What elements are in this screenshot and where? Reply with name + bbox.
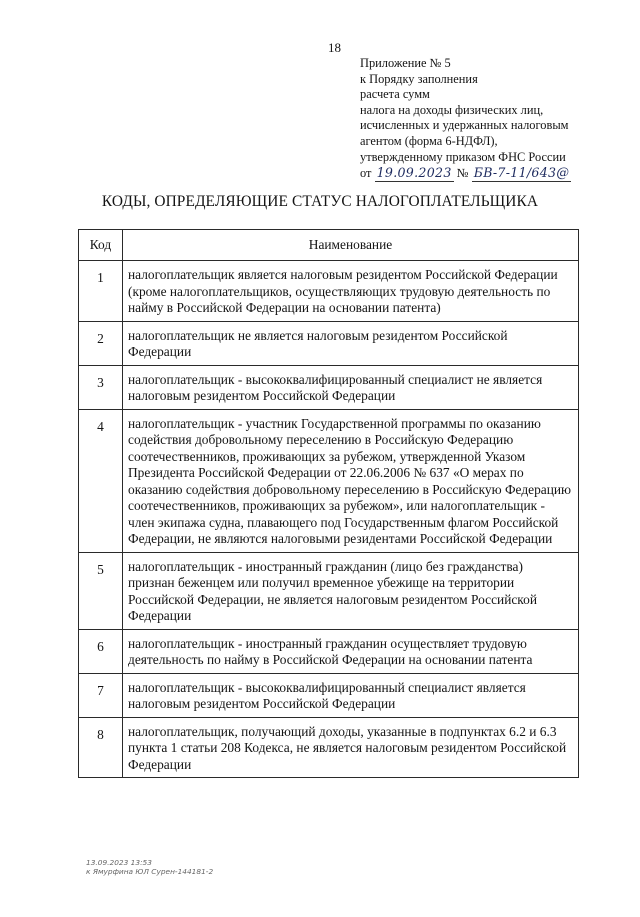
- from-prefix: от: [360, 166, 372, 181]
- header-code: Код: [79, 230, 123, 261]
- handwritten-order-number: БВ-7-11/643@: [473, 165, 570, 181]
- print-footer: [86, 858, 213, 876]
- row-text: налогоплательщик - иностранный гражданин (лицо без гражданства) признан беженцем или получил временное убежище на территории Российской Федерации, не является налоговым резидентом Российской Федерации: [123, 552, 579, 629]
- appendix-block: [360, 56, 610, 182]
- document-title: КОДЫ, ОПРЕДЕЛЯЮЩИЕ СТАТУС НАЛОГОПЛАТЕЛЬЩИКА: [101, 193, 539, 210]
- appendix-line: расчета сумм: [360, 87, 430, 102]
- row-code: 5: [79, 552, 123, 629]
- row-text: налогоплательщик - иностранный гражданин осуществляет трудовую деятельность по найму в Российской Федерации на основании патента: [123, 629, 579, 673]
- footer-line: 13.09.2023 13:53: [86, 858, 152, 867]
- row-text: налогоплательщик - высококвалифицированный специалист не является налоговым резидентом Российской Федерации: [123, 365, 579, 409]
- row-code: 4: [79, 409, 123, 552]
- appendix-line: к Порядку заполнения: [360, 71, 478, 86]
- appendix-line: исчисленных и удержанных налоговым: [360, 118, 569, 133]
- table-row: [79, 321, 579, 365]
- order-date-line: [360, 165, 610, 182]
- table-row: [79, 409, 579, 552]
- status-codes-table: [78, 229, 579, 778]
- appendix-line: Приложение № 5: [360, 56, 451, 70]
- row-code: 6: [79, 629, 123, 673]
- appendix-line: налога на доходы физических лиц,: [360, 102, 544, 117]
- table-row: [79, 552, 579, 629]
- appendix-line: агентом (форма 6-НДФЛ),: [360, 133, 498, 148]
- appendix-line: утвержденному приказом ФНС России: [360, 149, 566, 164]
- row-code: 8: [79, 717, 123, 778]
- table-row: [79, 261, 579, 322]
- row-code: 7: [79, 673, 123, 717]
- row-text: налогоплательщик является налоговым резидентом Российской Федерации (кроме налогоплательщиков, осуществляющих трудовую деятельность по найму в Российской Федерации на основании патента): [123, 261, 579, 322]
- table-row: [79, 717, 579, 778]
- row-code: 1: [79, 261, 123, 322]
- page-number: 18: [328, 40, 341, 55]
- row-code: 2: [79, 321, 123, 365]
- row-text: налогоплательщик - высококвалифицированный специалист является налоговым резидентом Российской Федерации: [123, 673, 579, 717]
- header-name: Наименование: [123, 230, 579, 261]
- row-text: налогоплательщик не является налоговым резидентом Российской Федерации: [123, 321, 579, 365]
- row-text: налогоплательщик - участник Государственной программы по оказанию содействия добровольному переселению в Российскую Федерацию соотечественников, проживающих за рубежом, утвержденной Указом Президента Российской Федерации от 22.06.2006 № 637 «О мерах по оказанию содействия добровольному переселению в Российскую Федерацию соотечественников, проживающих за рубежом», или налогоплательщик - член экипажа судна, плавающего под Государственным флагом Российской Федерации, не являются налоговыми резидентами Российской Федерации: [123, 409, 579, 552]
- table-row: [79, 629, 579, 673]
- table-row: [79, 365, 579, 409]
- row-code: 3: [79, 365, 123, 409]
- footer-line: к Ямурфина ЮЛ Сурен-144181-2: [86, 867, 214, 876]
- table-row: [79, 673, 579, 717]
- row-text: налогоплательщик, получающий доходы, указанные в подпунктах 6.2 и 6.3 пункта 1 статьи 208 Кодекса, не является налоговым резидентом Российской Федерации: [123, 717, 579, 778]
- handwritten-date: 19.09.2023: [376, 165, 452, 181]
- number-sign: №: [456, 166, 469, 181]
- table-header-row: [79, 230, 579, 261]
